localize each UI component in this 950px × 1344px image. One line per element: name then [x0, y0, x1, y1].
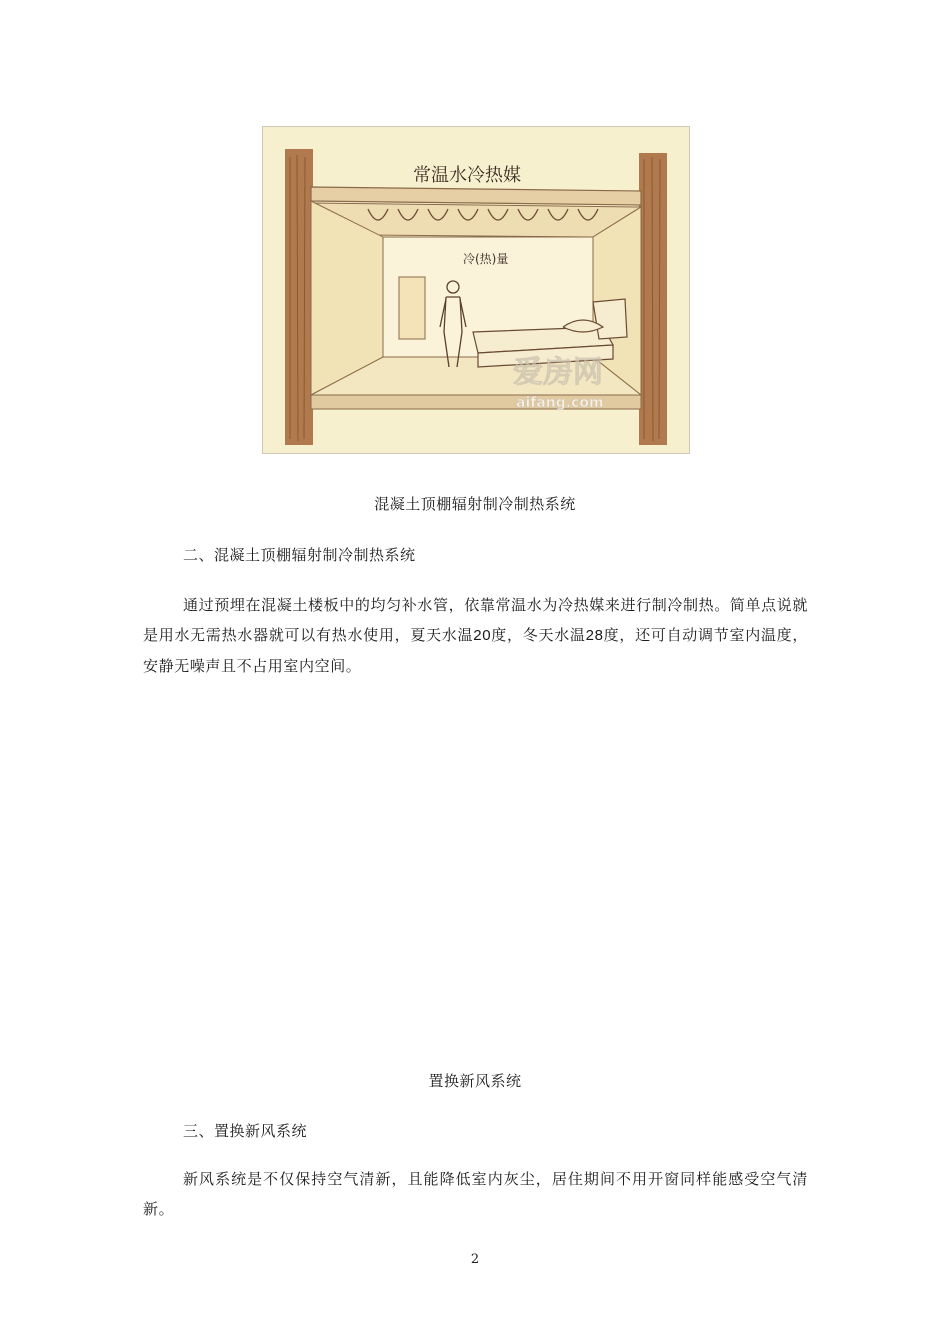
watermark-en: aifang.com [516, 395, 604, 411]
section-2-heading: 二、混凝土顶棚辐射制冷制热系统 [183, 546, 416, 564]
section-2-text-a: 通过预埋在混凝土楼板中的均匀补水管，依靠常温水为冷热媒来进行制冷制热。简单点说就是用水无需热水器就可以有热水使用，夏天水温 [143, 596, 808, 644]
left-pillar [285, 149, 313, 445]
page-number: 2 [470, 1252, 480, 1267]
section-2-paragraph [143, 590, 808, 681]
winter-water-temp: 28 [585, 627, 604, 644]
sketch-drawing [263, 127, 689, 453]
section-2-text-b: 度，冬天水温 [491, 626, 586, 644]
sketch-label-top: 常温水冷热媒 [413, 165, 521, 186]
figure-caption-1: 混凝土顶棚辐射制冷制热系统 [374, 495, 576, 513]
ceiling-slab [311, 187, 641, 205]
watermark-cn: 爱房网 [513, 355, 603, 390]
section-3-heading: 三、置换新风系统 [183, 1122, 308, 1140]
figure-caption-2: 置换新风系统 [428, 1072, 522, 1090]
ceiling-radiant-system-sketch [262, 126, 690, 454]
door [399, 277, 425, 339]
sketch-label-mid: 冷(热)量 [463, 252, 509, 266]
section-2-text-c: 度，还可自动调节室内温度，安静无噪声且不占用室内空间。 [143, 626, 808, 675]
summer-water-temp: 20 [473, 627, 492, 644]
section-3-paragraph: 新风系统是不仅保持空气清新，且能降低室内灰尘，居住期间不用开窗同样能感受空气清新。 [143, 1170, 808, 1218]
